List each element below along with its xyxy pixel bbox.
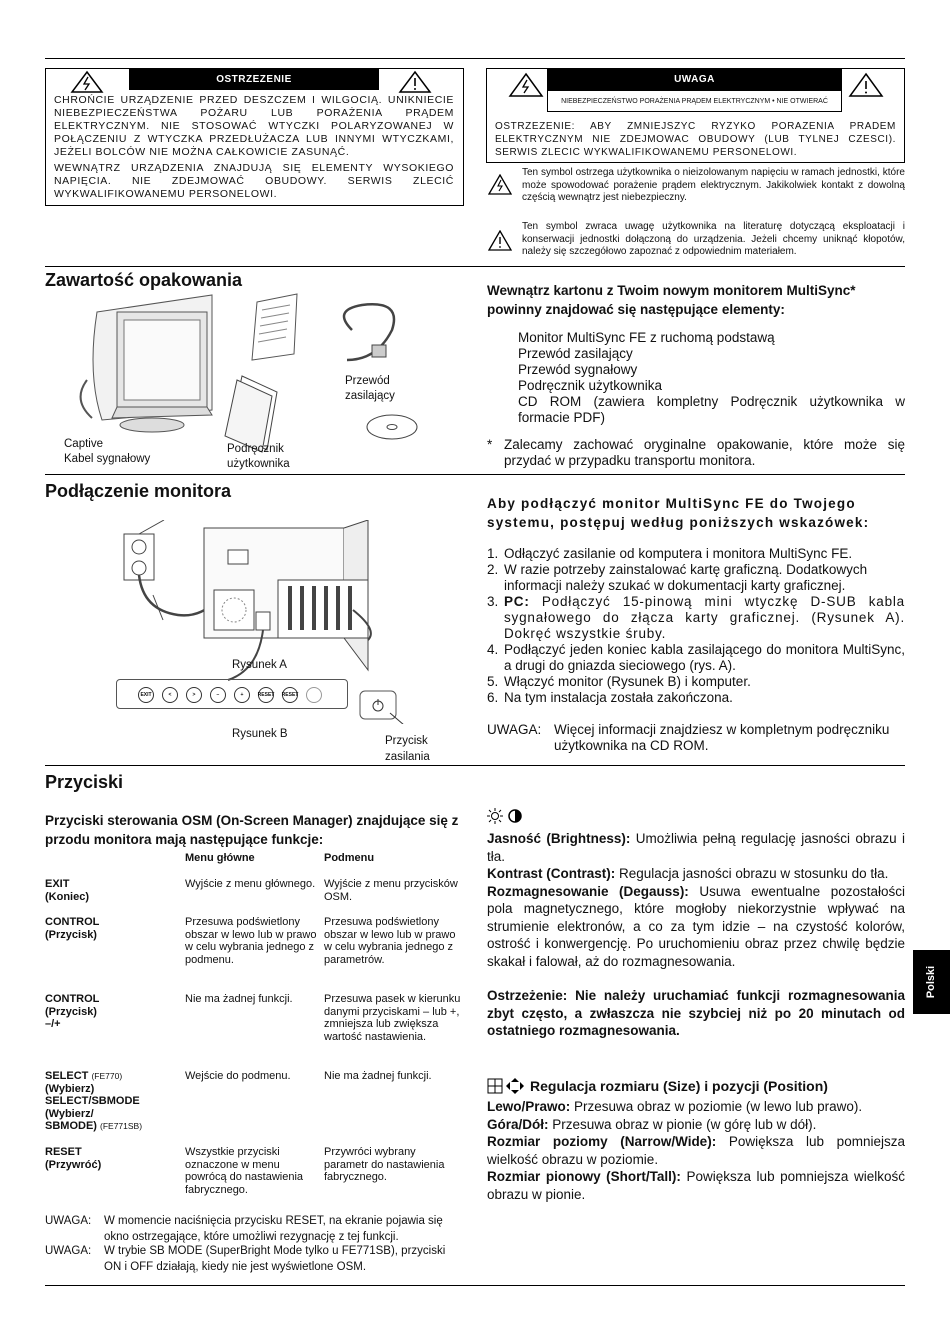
language-tab: Polski — [913, 950, 950, 1014]
row-main: Przesuwa podświetlony obszar w lewo lub w prawo w celu wybrania jednego z podmenu. — [185, 916, 317, 966]
control-left-button[interactable]: < — [162, 687, 178, 703]
plus-button[interactable]: + — [234, 687, 250, 703]
buttons-heading: Przyciski — [45, 772, 124, 792]
package-items — [518, 330, 905, 426]
top-rule — [45, 58, 905, 59]
row-name: EXIT (Koniec) — [45, 878, 89, 903]
hsize-desc: Rozmiar poziomy (Narrow/Wide): Powiększa lub pomniejsza wielkość obrazu w poziomie. — [487, 1134, 905, 1167]
size-position-icon — [487, 1077, 525, 1095]
package-item: Przewód sygnałowy — [518, 362, 638, 377]
degauss-desc: Rozmagnesowanie (Degauss): Usuwa ewentualne pozostałości pola magnetycznego, które mogłoby niekorzystnie wpływać na strumienie elektronów, a co za tym idzie – na czystość kolorów, ostrość i konwergencję. Po uruchomieniu obraz przez chwilę będzie skakał i falował, aż do rozmagnesowania. — [487, 883, 905, 969]
lightning-warning-icon — [52, 70, 122, 94]
power-cord-label-2: zasilający — [345, 390, 395, 402]
button-row — [138, 687, 322, 703]
connect-intro: Aby podłączyć monitor MultiSync FE do Twojego systemu, postępuj według poniższych wskazówek: — [487, 496, 870, 530]
reset-note-label: UWAGA: — [45, 1215, 92, 1227]
section-rule — [45, 474, 905, 475]
row-name: CONTROL (Przycisk) — [45, 916, 100, 941]
step-item: 1. Odłączyć zasilanie od komputera i monitora MultiSync FE. — [487, 546, 853, 561]
row-main: Nie ma żadnej funkcji. — [185, 993, 293, 1005]
package-item: CD ROM (zawiera kompletny Podręcznik użytkownika w formacie PDF) — [518, 394, 905, 425]
osm-functions — [487, 830, 905, 1040]
sbmode-note-label: UWAGA: — [45, 1245, 92, 1257]
bottom-rule — [45, 1285, 905, 1286]
reset-button[interactable]: RESET — [282, 687, 298, 703]
row-name: RESET (Przywróć) — [45, 1146, 102, 1171]
uwaga-title: UWAGA — [547, 69, 842, 90]
symbol2-text: Ten symbol zwraca uwagę użytkownika na literaturę dotyczącą eksploatacji i konserwacji jednostki dołączoną do urządzenia. Jeżeli chcemy uniknąć kłopotów, należy się szczegółowo zapoznać z odpowiednim materiałem. — [522, 221, 905, 257]
package-item: Podręcznik użytkownika — [518, 378, 663, 393]
power-button-label-2: zasilania — [385, 751, 430, 763]
connect-note-label: UWAGA: — [487, 722, 542, 737]
manual-label-2: użytkownika — [227, 458, 290, 470]
power-cord-label-1: Przewód — [345, 375, 390, 387]
degauss-warning: Ostrzeżenie: Nie należy uruchamiać funkcji rozmagnesowania zbyt często, a zwłaszcza nie szybciej niż po 20 minutach od ostatniego rozmagnesowania. — [487, 988, 905, 1038]
lightning-symbol-icon — [488, 174, 512, 196]
brightness-desc: Jasność (Brightness): Umożliwia pełną regulację jasności obrazu i tła. — [487, 831, 905, 864]
row-name: SELECT (FE770) (Wybierz) SELECT/SBMODE (Wybierz/ SBMODE) (FE771SB) — [45, 1070, 143, 1132]
figure-b-caption: Rysunek B — [232, 728, 288, 740]
select-button[interactable]: RESET — [258, 687, 274, 703]
row-sub: Przywróci wybrany parametr do nastawienia fabrycznego. — [324, 1146, 445, 1183]
row-sub: Wyjście z menu przycisków OSM. — [324, 878, 458, 903]
control-right-button[interactable]: > — [186, 687, 202, 703]
package-note: Zalecamy zachować oryginalne opakowanie, które może się przydać w przypadku transportu monitora. — [504, 437, 905, 468]
uwaga-text: OSTRZEZENIE: ABY ZMNIEJSZYC RYZYKO PORAZENIA PRADEM ELEKTRYCZNYM NIE ZDEJMOWAC OBUDOWY (LUB TYLNEJ CZESCI). SERWIS ZLECIC WYKWALIFIKOWANEMU PERSONELOWI. — [495, 121, 896, 158]
warning-text-1: CHROŃCIE URZĄDZENIE PRZED DESZCZEM I WILGOCIĄ. UNIKNIECIE NIEBEZPIECZEŃSTWA POŻARU LUB PORAŻENIA PRĄDEM ELEKTRYCZNYM. NIE STOSOWAĆ WTYCZKI POLARYZOWANEJ W POŁĄCZENIU Z WTYCZKA PRZEDŁUŻACZA LUB INNYMI WTYCZKAMI, JEŻELI BOLCÓW NIE MOŻNA CAŁKOWICIE ZASUNĄĆ. — [54, 94, 454, 158]
symbol1-text: Ten symbol ostrzega użytkownika o nieizolowanym napięciu w ramach jednostki, które może spowodować porażenie prądem elektrycznym. Jakikolwiek kontakt z dowolną częścią wewnątrz jest niebezpieczny. — [522, 167, 905, 203]
row-sub: Przesuwa pasek w kierunku danymi przyciskami – lub +, zmniejsza lub zwiększa wartość nastawienia. — [324, 993, 461, 1043]
connect-steps — [487, 546, 905, 706]
power-button-label-1: Przycisk — [385, 735, 428, 747]
reset-note: W momencie naciśnięcia przycisku RESET, na ekranie pojawia się okno ostrzegające, które umożliwi rezygnację z tej funkcji. — [104, 1215, 443, 1243]
minus-button[interactable]: − — [210, 687, 226, 703]
note-star: * — [487, 437, 493, 452]
vsize-desc: Rozmiar pionowy (Short/Tall): Powiększa lub pomniejsza wielkość obrazu w pionie. — [487, 1169, 906, 1202]
connect-heading: Podłączenie monitora — [45, 481, 232, 501]
row-name: CONTROL (Przycisk) –/+ — [45, 993, 100, 1030]
step-item: 4. Podłączyć jeden koniec kabla zasilającego do monitora MultiSync, a drugi do gniazda sieciowego (rys. A). — [487, 642, 905, 673]
button-table — [45, 852, 465, 1202]
brightness-contrast-icon — [487, 808, 525, 824]
warning-text-2: WEWNĄTRZ URZĄDZENIA ZNAJDUJĄ SIĘ ELEMENTY WYSOKIEGO NAPIĘCIA. NIE ZDEJMOWAĆ OBUDOWY. SERWIS ZLECIĆ WYKWALIFIKOWANEMU PERSONELOWI. — [54, 162, 454, 200]
connect-note: Więcej informacji znajdziesz w kompletnym podręczniku użytkownika na CD ROM. — [554, 722, 890, 753]
section-rule — [45, 266, 905, 267]
step-item: 5. Włączyć monitor (Rysunek B) i komputer. — [487, 674, 751, 689]
warning-title: OSTRZEZENIE — [129, 69, 379, 90]
manual-label-1: Podręcznik — [227, 443, 284, 455]
row-main: Wejście do podmenu. — [185, 1070, 291, 1082]
size-functions — [487, 1098, 905, 1203]
row-sub: Nie ma żadnej funkcji. — [324, 1070, 432, 1082]
cable-label-1: Captive — [64, 438, 103, 450]
col-main-header: Menu główne — [185, 852, 255, 864]
sbmode-note: W trybie SB MODE (SuperBright Mode tylko u FE771SB), przyciski ON i OFF działają, kiedy nie jest wyświetlone OSM. — [104, 1245, 446, 1273]
row-main: Wszystkie przyciski oznaczone w menu powrócą do nastawienia fabrycznego. — [185, 1146, 304, 1196]
exclamation-warning-icon — [846, 72, 886, 98]
package-item: Monitor MultiSync FE z ruchomą podstawą — [518, 330, 775, 345]
step-item: 2. W razie potrzeby zainstalować kartę graficzną. Dodatkowych informacji należy szukać w dokumentacji karty graficznej. — [487, 562, 868, 593]
figure-a-caption: Rysunek A — [232, 659, 287, 671]
uwaga-subtitle: NIEBEZPIECZEŃSTWO PORAŻENIA PRĄDEM ELEKTRYCZNYM • NIE OTWIERAĆ — [547, 90, 842, 112]
step-item: 6. Na tym instalacja została zakończona. — [487, 690, 733, 705]
section-rule — [45, 765, 905, 766]
package-item: Przewód zasilający — [518, 346, 633, 361]
step-item: 3. PC: Podłączyć 15-pinową mini wtyczkę D-SUB kabla sygnałowego do złącza karty graficznej. (Rysunek A). Dokręć wszystkie śruby. — [487, 594, 905, 641]
row-main: Wyjście z menu głównego. — [185, 878, 316, 890]
exclamation-symbol-icon — [488, 230, 512, 252]
col-sub-header: Podmenu — [324, 852, 375, 864]
package-intro: Wewnątrz kartonu z Twoim nowym monitorem MultiSync* powinny znajdować się następujące elementy: — [487, 283, 856, 317]
exit-button[interactable]: EXIT — [138, 687, 154, 703]
contrast-desc: Kontrast (Contrast): Regulacja jasności obrazu w stosunku do tła. — [487, 866, 889, 881]
exclamation-warning-icon — [380, 70, 450, 94]
size-heading: Regulacja rozmiaru (Size) i pozycji (Position) — [530, 1078, 828, 1094]
ud-desc: Góra/Dół: Przesuwa obraz w pionie (w górę lub w dół). — [487, 1116, 817, 1132]
power-button-diagram — [348, 679, 423, 724]
cable-label-2: Kabel sygnałowy — [64, 453, 151, 465]
lightning-warning-icon — [506, 72, 546, 98]
row-sub: Przesuwa podświetlony obszar w lewo lub w prawo w celu wybrania jednego z parametrów. — [324, 916, 456, 966]
indicator-icon — [306, 687, 322, 703]
buttons-intro: Przyciski sterowania OSM (On-Screen Manager) znajdujące się z przodu monitora mają następujące funkcje: — [45, 813, 459, 847]
package-heading: Zawartość opakowania — [45, 270, 243, 290]
lr-desc: Lewo/Prawo: Przesuwa obraz w poziomie (w lewo lub prawo). — [487, 1099, 863, 1114]
